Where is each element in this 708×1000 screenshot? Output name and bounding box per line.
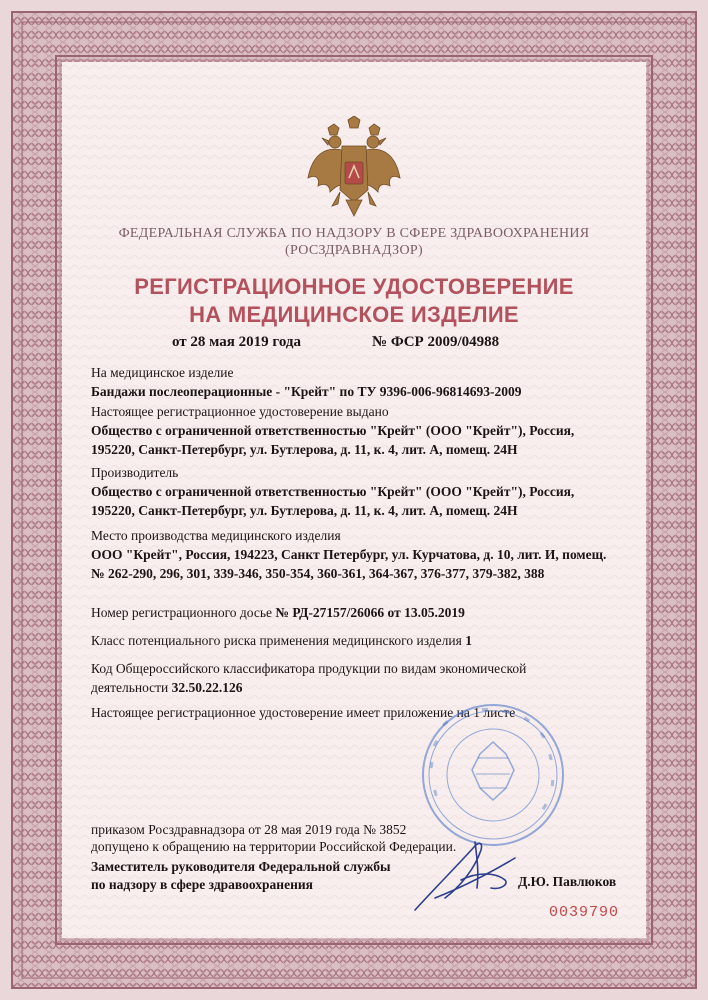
device-value: Бандажи послеоперационные - "Крейт" по ТУ 9396-006-96814693-2009 [91, 384, 522, 399]
issue-date: от 28 мая 2019 года [172, 334, 301, 350]
signer-title-line1: Заместитель руководителя Федеральной службы [91, 859, 391, 874]
signer-title-line2: по надзору в сфере здравоохранения [91, 877, 313, 892]
production-place-value: ООО "Крейт", Россия, 194223, Санкт Петербург, ул. Курчатова, д. 10, лит. И, помещ. № 262-290, 296, 301, 339-346, 350-354, 360-361, 364-367, 376-377, 379-382, 388 [91, 547, 607, 581]
signer-name: Д.Ю. Павлюков [518, 874, 617, 889]
issued-value: Общество с ограниченной ответственностью "Крейт" (ООО "Крейт"), Россия, 195220, Санкт-Петербург, ул. Бутлерова, д. 11, к. 4, лит. А, помещ. 24Н [91, 423, 575, 457]
order-line-2: допущено к обращению на территории Российской Федерации. [91, 839, 457, 854]
risk-class-label: Класс потенциального риска применения медицинского изделия [91, 633, 466, 648]
manufacturer-section [91, 463, 611, 520]
device-label: На медицинское изделие [91, 365, 234, 380]
official-stamp [420, 702, 566, 848]
production-place-section [91, 526, 611, 583]
double-headed-eagle-emblem [304, 116, 404, 222]
okp-section [91, 659, 561, 697]
production-place-label: Место производства медицинского изделия [91, 528, 341, 543]
issued-section [91, 402, 611, 459]
risk-class-value: 1 [465, 633, 472, 648]
dossier-value: № РД-27157/26066 от 13.05.2019 [275, 605, 465, 620]
document-title-line1: РЕГИСТРАЦИОННОЕ УДОСТОВЕРЕНИЕ [134, 274, 574, 299]
appendix-note: Настоящее регистрационное удостоверение имеет приложение на 1 листе [91, 705, 516, 720]
serial-number: 0039790 [549, 904, 620, 921]
order-line-1: приказом Росздравнадзора от 28 мая 2019 года № 3852 [91, 822, 407, 837]
device-section [91, 363, 611, 401]
okp-label: Код Общероссийского классификатора продукции по видам экономической деятельности [91, 661, 527, 695]
manufacturer-label: Производитель [91, 465, 179, 480]
signer-title [91, 858, 391, 894]
dossier-label: Номер регистрационного досье [91, 605, 276, 620]
risk-class-section [91, 631, 611, 650]
okp-value: 32.50.22.126 [171, 680, 243, 695]
agency-name: ФЕДЕРАЛЬНАЯ СЛУЖБА ПО НАДЗОРУ В СФЕРЕ ЗДРАВООХРАНЕНИЯ [118, 226, 590, 241]
manufacturer-value: Общество с ограниченной ответственностью "Крейт" (ООО "Крейт"), Россия, 195220, Санкт-Петербург, ул. Бутлерова, д. 11, к. 4, лит. А, помещ. 24Н [91, 484, 575, 518]
dossier-section [91, 603, 611, 622]
agency-abbreviation: (РОСЗДРАВНАДЗОР) [285, 243, 423, 258]
certificate-number: № ФСР 2009/04988 [372, 334, 500, 350]
handwritten-signature [405, 828, 545, 918]
issued-label: Настоящее регистрационное удостоверение выдано [91, 404, 389, 419]
document-title-line2: НА МЕДИЦИНСКОЕ ИЗДЕЛИЕ [189, 302, 519, 327]
